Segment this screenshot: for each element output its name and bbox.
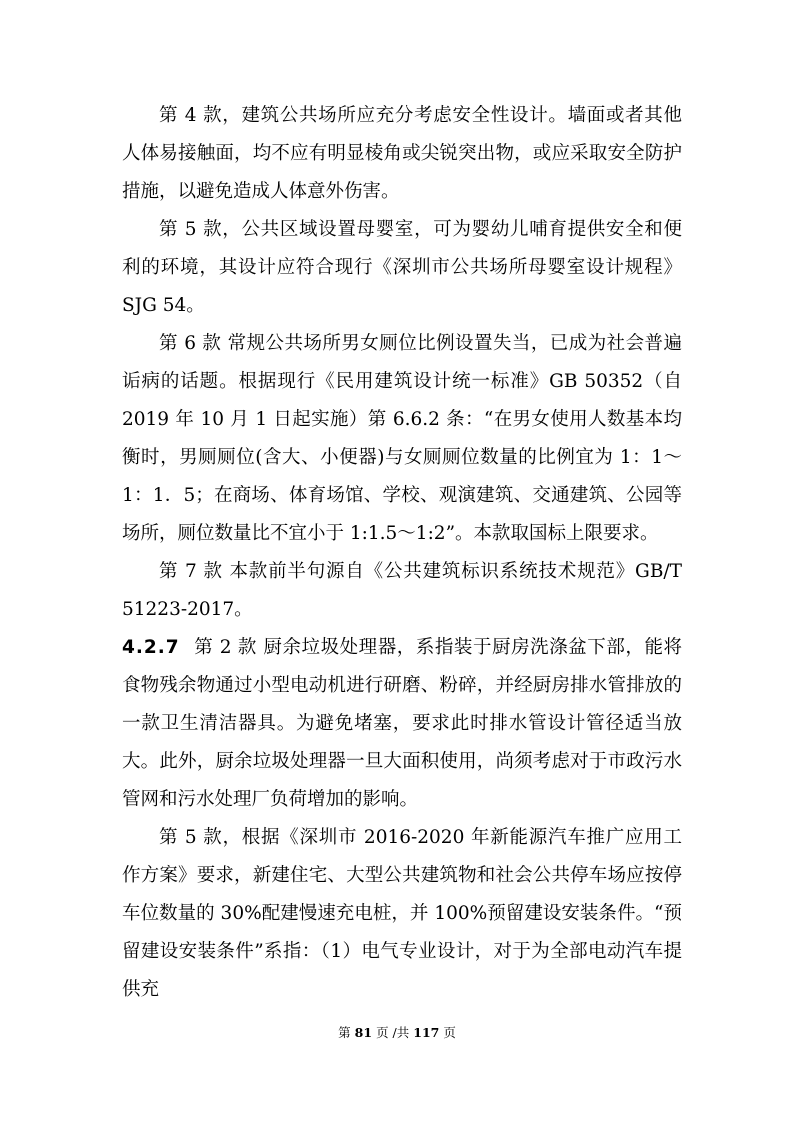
footer-middle: 页 /共 xyxy=(376,1025,410,1040)
paragraph-clause-4: 第 4 款，建筑公共场所应充分考虑安全性设计。墙面或者其他人体易接触面，均不应有明显棱角或尖锐突出物，或应采取安全防护措施，以避免造成人体意外伤害。 xyxy=(122,105,682,202)
paragraph-section-4-2-7 xyxy=(122,629,682,819)
footer-suffix: 页 xyxy=(443,1025,456,1040)
page-footer xyxy=(0,1025,794,1041)
body-text xyxy=(122,97,682,1009)
footer-prefix: 第 xyxy=(338,1025,351,1040)
paragraph-clause-5-nursing-room: 第 5 款，公共区域设置母婴室，可为婴幼儿哺育提供安全和便利的环境，其设计应符合现行《深圳市公共场所母婴室设计规程》SJG 54。 xyxy=(122,219,682,316)
total-pages: 117 xyxy=(413,1025,440,1040)
page-number: 81 xyxy=(354,1025,373,1040)
paragraph-clause-6-toilet-ratio: 第 6 款 常规公共场所男女厕位比例设置失当，已成为社会普遍诟病的话题。根据现行《民用建筑设计统一标准》GB 50352（自 2019 年 10 月 1 日起实施）第 6.6.2 条：“在男女使用人数基本均衡时，男厕厕位(含大、小便器)与女厕厕位数量的比例宜为 1：1～1：1．5；在商场、体育场馆、学校、观演建筑、交通建筑、公园等场所，厕位数量比不宜小于 1:1.5～1:2”。本款取国标上限要求。 xyxy=(122,333,682,544)
paragraph-clause-5-charging: 第 5 款，根据《深圳市 2016-2020 年新能源汽车推广应用工作方案》要求，新建住宅、大型公共建筑物和社会公共停车场应按停车位数量的 30%配建慢速充电桩，并 100%预留建设安装条件。“预留建设安装条件”系指：（1）电气专业设计，对于为全部电动汽车提供充 xyxy=(122,827,682,1000)
paragraph-clause-7-signage: 第 7 款 本款前半句源自《公共建筑标识系统技术规范》GB/T 51223-2017。 xyxy=(122,561,682,620)
paragraph-section-4-2-7-text: 第 2 款 厨余垃圾处理器，系指装于厨房洗涤盆下部，能将食物残余物通过小型电动机进行研磨、粉碎，并经厨房排水管排放的一款卫生清洁器具。为避免堵塞，要求此时排水管设计管径适当放大。此外，厨余垃圾处理器一旦大面积使用，尚须考虑对于市政污水管网和污水处理厂负荷增加的影响。 xyxy=(122,637,682,810)
clause-number: 4.2.7 xyxy=(122,637,180,658)
